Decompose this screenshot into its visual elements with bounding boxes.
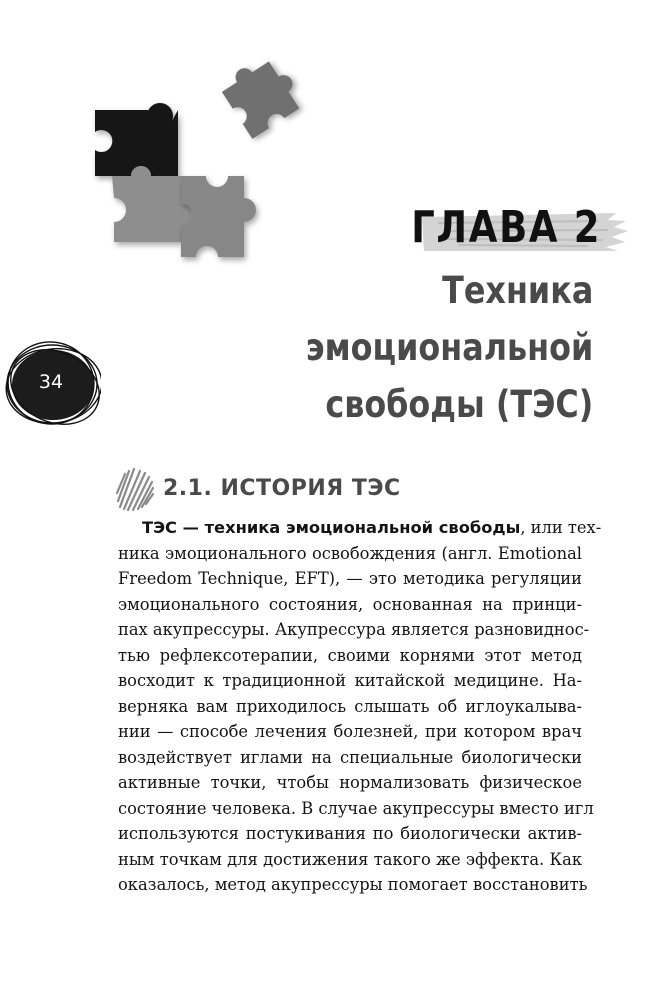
text-line: состояние человека. В случае акупрессуры вместо игл <box>118 798 594 818</box>
section-scribble-icon <box>112 463 156 513</box>
text-line: верняка вам приходилось слышать об иглоукалыва- <box>118 696 582 716</box>
text-line: активные точки, чтобы нормализовать физическое <box>118 773 582 792</box>
puzzle-pieces-illustration <box>92 52 322 267</box>
text-line: воздействует иглами на специальные биологически <box>118 747 582 767</box>
text-line: тью рефлексотерапии, своими корнями этот метод <box>118 645 582 665</box>
chapter-title-line: эмоциональной <box>305 326 593 369</box>
black-puzzle-piece-icon <box>95 103 178 176</box>
gray-puzzle-piece-right-icon <box>181 176 256 257</box>
body-paragraph <box>118 515 602 898</box>
text-line: ника эмоционального освобождения (англ. Emotional <box>118 543 582 563</box>
text-line: ным точкам для достижения такого же эффекта. Как <box>118 849 582 869</box>
text-line: пах акупрессуры. Акупрессура является разновиднос- <box>118 620 590 639</box>
text-line: нии — способе лечения болезней, при котором врач <box>118 722 582 741</box>
text-line: восходит к традиционной китайской медицине. На- <box>118 671 582 690</box>
text-line: используются постукивания по биологически актив- <box>118 824 582 843</box>
text-line: ТЭС — техника эмоциональной свободы, или тех- <box>142 518 602 537</box>
chapter-title-line: Техника <box>441 269 593 312</box>
chapter-title-line: свободы (ТЭС) <box>325 383 593 426</box>
text-line: эмоционального состояния, основанная на принци- <box>118 594 582 614</box>
bold-term: ТЭС — техника эмоциональной свободы <box>142 518 521 537</box>
gray-puzzle-piece-tilted-icon <box>217 52 307 139</box>
chapter-title <box>305 262 593 433</box>
section-heading: 2.1. ИСТОРИЯ ТЭС <box>163 476 401 501</box>
page-number: 34 <box>38 371 64 393</box>
text-line: оказалось, метод акупрессуры помогает восстановить <box>118 875 588 894</box>
gray-puzzle-piece-left-icon <box>112 166 192 242</box>
chapter-label: ГЛАВА 2 <box>411 202 601 253</box>
text-line: Freedom Technique, EFT), — это методика регуляции <box>118 569 582 588</box>
